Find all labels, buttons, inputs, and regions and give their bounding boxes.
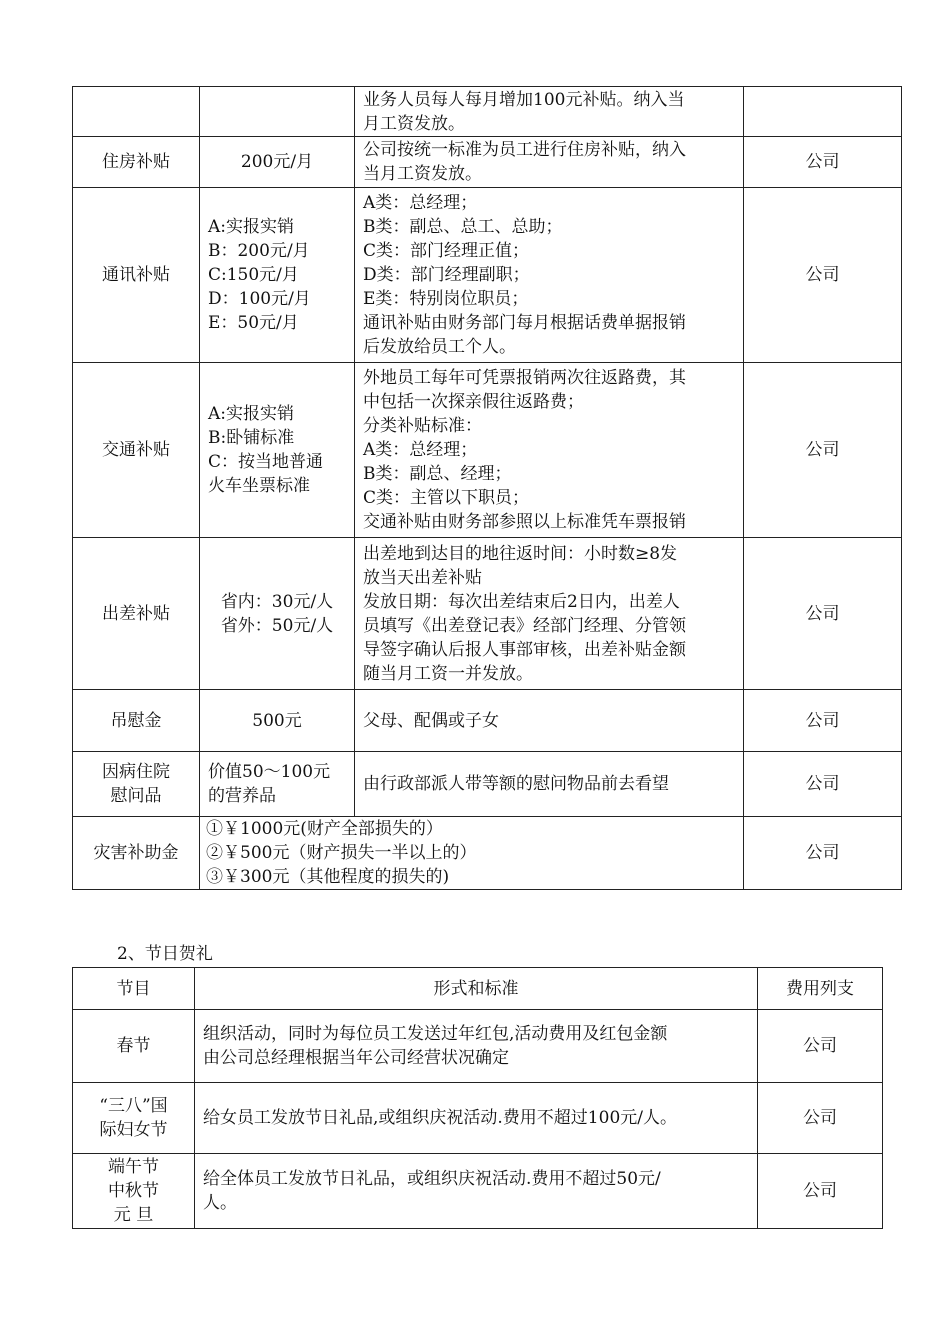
allowance-payer: 公司 xyxy=(744,538,902,690)
allowance-description: 业务人员每人每月增加100元补贴。纳入当 月工资发放。 xyxy=(355,87,744,137)
festival-description: 给女员工发放节日礼品,或组织庆祝活动.费用不超过100元/人。 xyxy=(195,1083,758,1154)
allowance-name: 吊慰金 xyxy=(73,690,200,752)
column-header: 形式和标准 xyxy=(195,968,758,1010)
table-row xyxy=(73,690,902,752)
allowance-standard xyxy=(200,87,355,137)
allowance-standard: 省内：30元/人 省外：50元/人 xyxy=(200,538,355,690)
allowance-standard: 500元 xyxy=(200,690,355,752)
allowance-description: 由行政部派人带等额的慰问物品前去看望 xyxy=(355,752,744,817)
column-header: 费用列支 xyxy=(758,968,883,1010)
festival-name: 春节 xyxy=(73,1010,195,1083)
allowance-name: 通讯补贴 xyxy=(73,188,200,363)
table-row xyxy=(73,817,902,890)
festival-gift-table xyxy=(72,967,883,1229)
allowance-table xyxy=(72,86,902,890)
allowance-payer: 公司 xyxy=(744,817,902,890)
allowance-description: 外地员工每年可凭票报销两次往返路费，其 中包括一次探亲假往返路费； 分类补贴标准： A类：总经理； B类：副总、经理； C类：主管以下职员； 交通补贴由财务部参照以上标准凭车票报销 xyxy=(355,363,744,538)
allowance-description: A类：总经理； B类：副总、总工、总助； C类：部门经理正值； D类：部门经理副职； E类：特别岗位职员； 通讯补贴由财务部门每月根据话费单据报销 后发放给员工个人。 xyxy=(355,188,744,363)
allowance-payer: 公司 xyxy=(744,363,902,538)
allowance-name: 交通补贴 xyxy=(73,363,200,538)
column-header: 节目 xyxy=(73,968,195,1010)
table-row xyxy=(73,137,902,188)
allowance-name: 灾害补助金 xyxy=(73,817,200,890)
allowance-payer: 公司 xyxy=(744,188,902,363)
table-row xyxy=(73,1010,883,1083)
allowance-payer: 公司 xyxy=(744,752,902,817)
allowance-payer xyxy=(744,87,902,137)
allowance-name xyxy=(73,87,200,137)
table-row xyxy=(73,188,902,363)
festival-payer: 公司 xyxy=(758,1154,883,1229)
allowance-name: 因病住院 慰问品 xyxy=(73,752,200,817)
table-row xyxy=(73,538,902,690)
table-row xyxy=(73,87,902,137)
table-row xyxy=(73,1083,883,1154)
table-row xyxy=(73,1154,883,1229)
festival-name: 端午节 中秋节 元 旦 xyxy=(73,1154,195,1229)
festival-payer: 公司 xyxy=(758,1083,883,1154)
allowance-standard: 200元/月 xyxy=(200,137,355,188)
festival-name: “三八”国 际妇女节 xyxy=(73,1083,195,1154)
allowance-payer: 公司 xyxy=(744,690,902,752)
allowance-payer: 公司 xyxy=(744,137,902,188)
allowance-standard: 价值50～100元 的营养品 xyxy=(200,752,355,817)
festival-description: 给全体员工发放节日礼品，或组织庆祝活动.费用不超过50元/ 人。 xyxy=(195,1154,758,1229)
allowance-standard: A:实报实销 B:卧铺标准 C：按当地普通 火车坐票标准 xyxy=(200,363,355,538)
table-header-row xyxy=(73,968,883,1010)
festival-description: 组织活动，同时为每位员工发送过年红包,活动费用及红包金额 由公司总经理根据当年公司经营状况确定 xyxy=(195,1010,758,1083)
allowance-description: 公司按统一标准为员工进行住房补贴，纳入 当月工资发放。 xyxy=(355,137,744,188)
allowance-description: 出差地到达目的地往返时间：小时数≥8发 放当天出差补贴 发放日期：每次出差结束后2日内，出差人 员填写《出差登记表》经部门经理、分管领 导签字确认后报人事部审核，出差补贴金额 随当月工资一并发放。 xyxy=(355,538,744,690)
allowance-name: 住房补贴 xyxy=(73,137,200,188)
allowance-description: ①￥1000元(财产全部损失的） ②￥500元（财产损失一半以上的） ③￥300元（其他程度的损失的) xyxy=(200,817,744,890)
section-heading: 2、节日贺礼 xyxy=(117,944,213,964)
allowance-name: 出差补贴 xyxy=(73,538,200,690)
festival-payer: 公司 xyxy=(758,1010,883,1083)
table-row xyxy=(73,363,902,538)
table-row xyxy=(73,752,902,817)
allowance-standard: A:实报实销 B：200元/月 C:150元/月 D：100元/月 E：50元/月 xyxy=(200,188,355,363)
allowance-description: 父母、配偶或子女 xyxy=(355,690,744,752)
